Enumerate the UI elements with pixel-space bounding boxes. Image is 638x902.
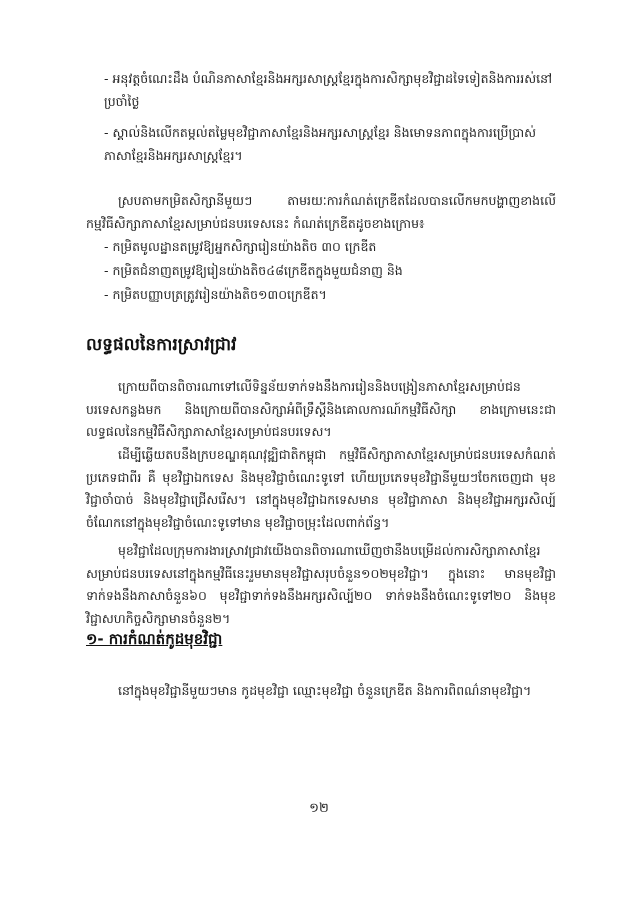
credits-paragraph: ស្របតាមកម្រិតសិក្សានីមួយៗ តាមរយៈការកំណត់ក្រេឌីតដែលបានលើកមកបង្ហាញខាងលើ កម្មវិធីសិក្សាភាសាខ្មែរសម្រាប់ជនបរទេសនេះ កំណត់ក្រេឌីតដូចខាងក្រោម៖ [86,193,556,231]
section-title: លទ្ធផលនៃការស្រាវជ្រាវ [86,335,237,355]
credit-bullet: - កម្រិតជំនាញតម្រូវឱ្យរៀនយ៉ាងតិច៤៨ក្រេឌីតក្នុងមួយជំនាញ និង [104,263,403,278]
code-paragraph: នៅក្នុងមុខវិជ្ជានីមួយៗមាន កូដមុខវិជ្ជា ឈ្មោះមុខវិជ្ជា ចំនួនក្រេឌីត និងការពិពណ៌នាមុខវិជ្ជា។ [118,683,532,698]
result-paragraph: ក្រោយពីបានពិចារណាទៅលើទិន្នន័យទាក់ទងនឹងការរៀននិងបង្រៀនភាសាខ្មែរសម្រាប់ជនបរទេសកន្លងមក និងក្រោយពីបានសិក្សាអំពីទ្រឹស្ដីនិងគោលការណ៍កម្មវិធីសិក្សា ខាងក្រោមនេះជាលទ្ធផលនៃកម្មវិធីសិក្សាភាសាខ្មែរសម្រាប់ជនបរទេស។ [86,379,556,439]
result-paragraph: មុខវិជ្ជាដែលក្រុមការងារស្រាវជ្រាវយើងបានពិចារណាឃើញថានឹងបម្រើដល់ការសិក្សាភាសាខ្មែរសម្រាប់ជនបរទេសនៅក្នុងកម្មវិធីនេះរួមមានមុខវិជ្ជាសរុបចំនួន១០២មុខវិជ្ជា។ ក្នុងនោះ មានមុខវិជ្ជាទាក់ទងនឹងភាសាចំនួន៦០ មុខវិជ្ជាទាក់ទងនឹងអក្សរសិល្ប៍២០ ទាក់ទងនឹងចំណេះទូទៅ២០ និងមុខវិជ្ជាសហកិច្ចសិក្សាមានចំនួន២។ [86,543,556,626]
intro-bullet: - ស្គាល់និងលើកតម្កល់តម្លៃមុខវិជ្ជាភាសាខ្មែរនិងអក្សរសាស្ត្រខ្មែរ និងមោទនភាពក្នុងការប្រើប្រាស់ភាសាខ្មែរនិងអក្សរសាស្ត្រខ្មែរ។ [104,125,537,163]
subsection-title: ១- ការកំណត់កូដមុខវិជ្ជា [86,630,223,648]
page-number: ១២ [309,801,329,816]
intro-bullet: - អនុវត្តចំណេះដឹង បំណិនភាសាខ្មែរនិងអក្សរសាស្ត្រខ្មែរក្នុងការសិក្សាមុខវិជ្ជាដទៃទៀតនិងការរស់នៅប្រចាំថ្ងៃ [104,71,553,109]
credit-bullet: - កម្រិតមូលដ្ឋានតម្រូវឱ្យអ្នកសិក្សារៀនយ៉ាងតិច ៣០ ក្រេឌីត [104,239,377,254]
result-paragraph: ដើម្បីឆ្លើយតបនឹងក្របខណ្ឌគុណវុឌ្ឍិជាតិកម្ពុជា កម្មវិធីសិក្សាភាសាខ្មែរសម្រាប់ជនបរទេសកំណត់ប្រភេទជាពីរ គឺ មុខវិជ្ជាឯកទេស និងមុខវិជ្ជាចំណេះទូទៅ ហើយប្រភេទមុខវិជ្ជានីមួយៗចែកចេញជា មុខវិជ្ជាចាំបាច់ និងមុខវិជ្ជាជ្រើសរើស។ នៅក្នុងមុខវិជ្ជាឯកទេសមាន មុខវិជ្ជាភាសា និងមុខវិជ្ជាអក្សរសិល្ប៍ ចំណែកនៅក្នុងមុខវិជ្ជាចំណេះទូទៅមាន មុខវិជ្ជាចម្រុះដែលពាក់ព័ន្ធ។ [86,447,556,530]
credit-bullet: - កម្រិតបញ្ញាបត្រត្រូវរៀនយ៉ាងតិច១៣០ក្រេឌីត។ [104,287,327,302]
